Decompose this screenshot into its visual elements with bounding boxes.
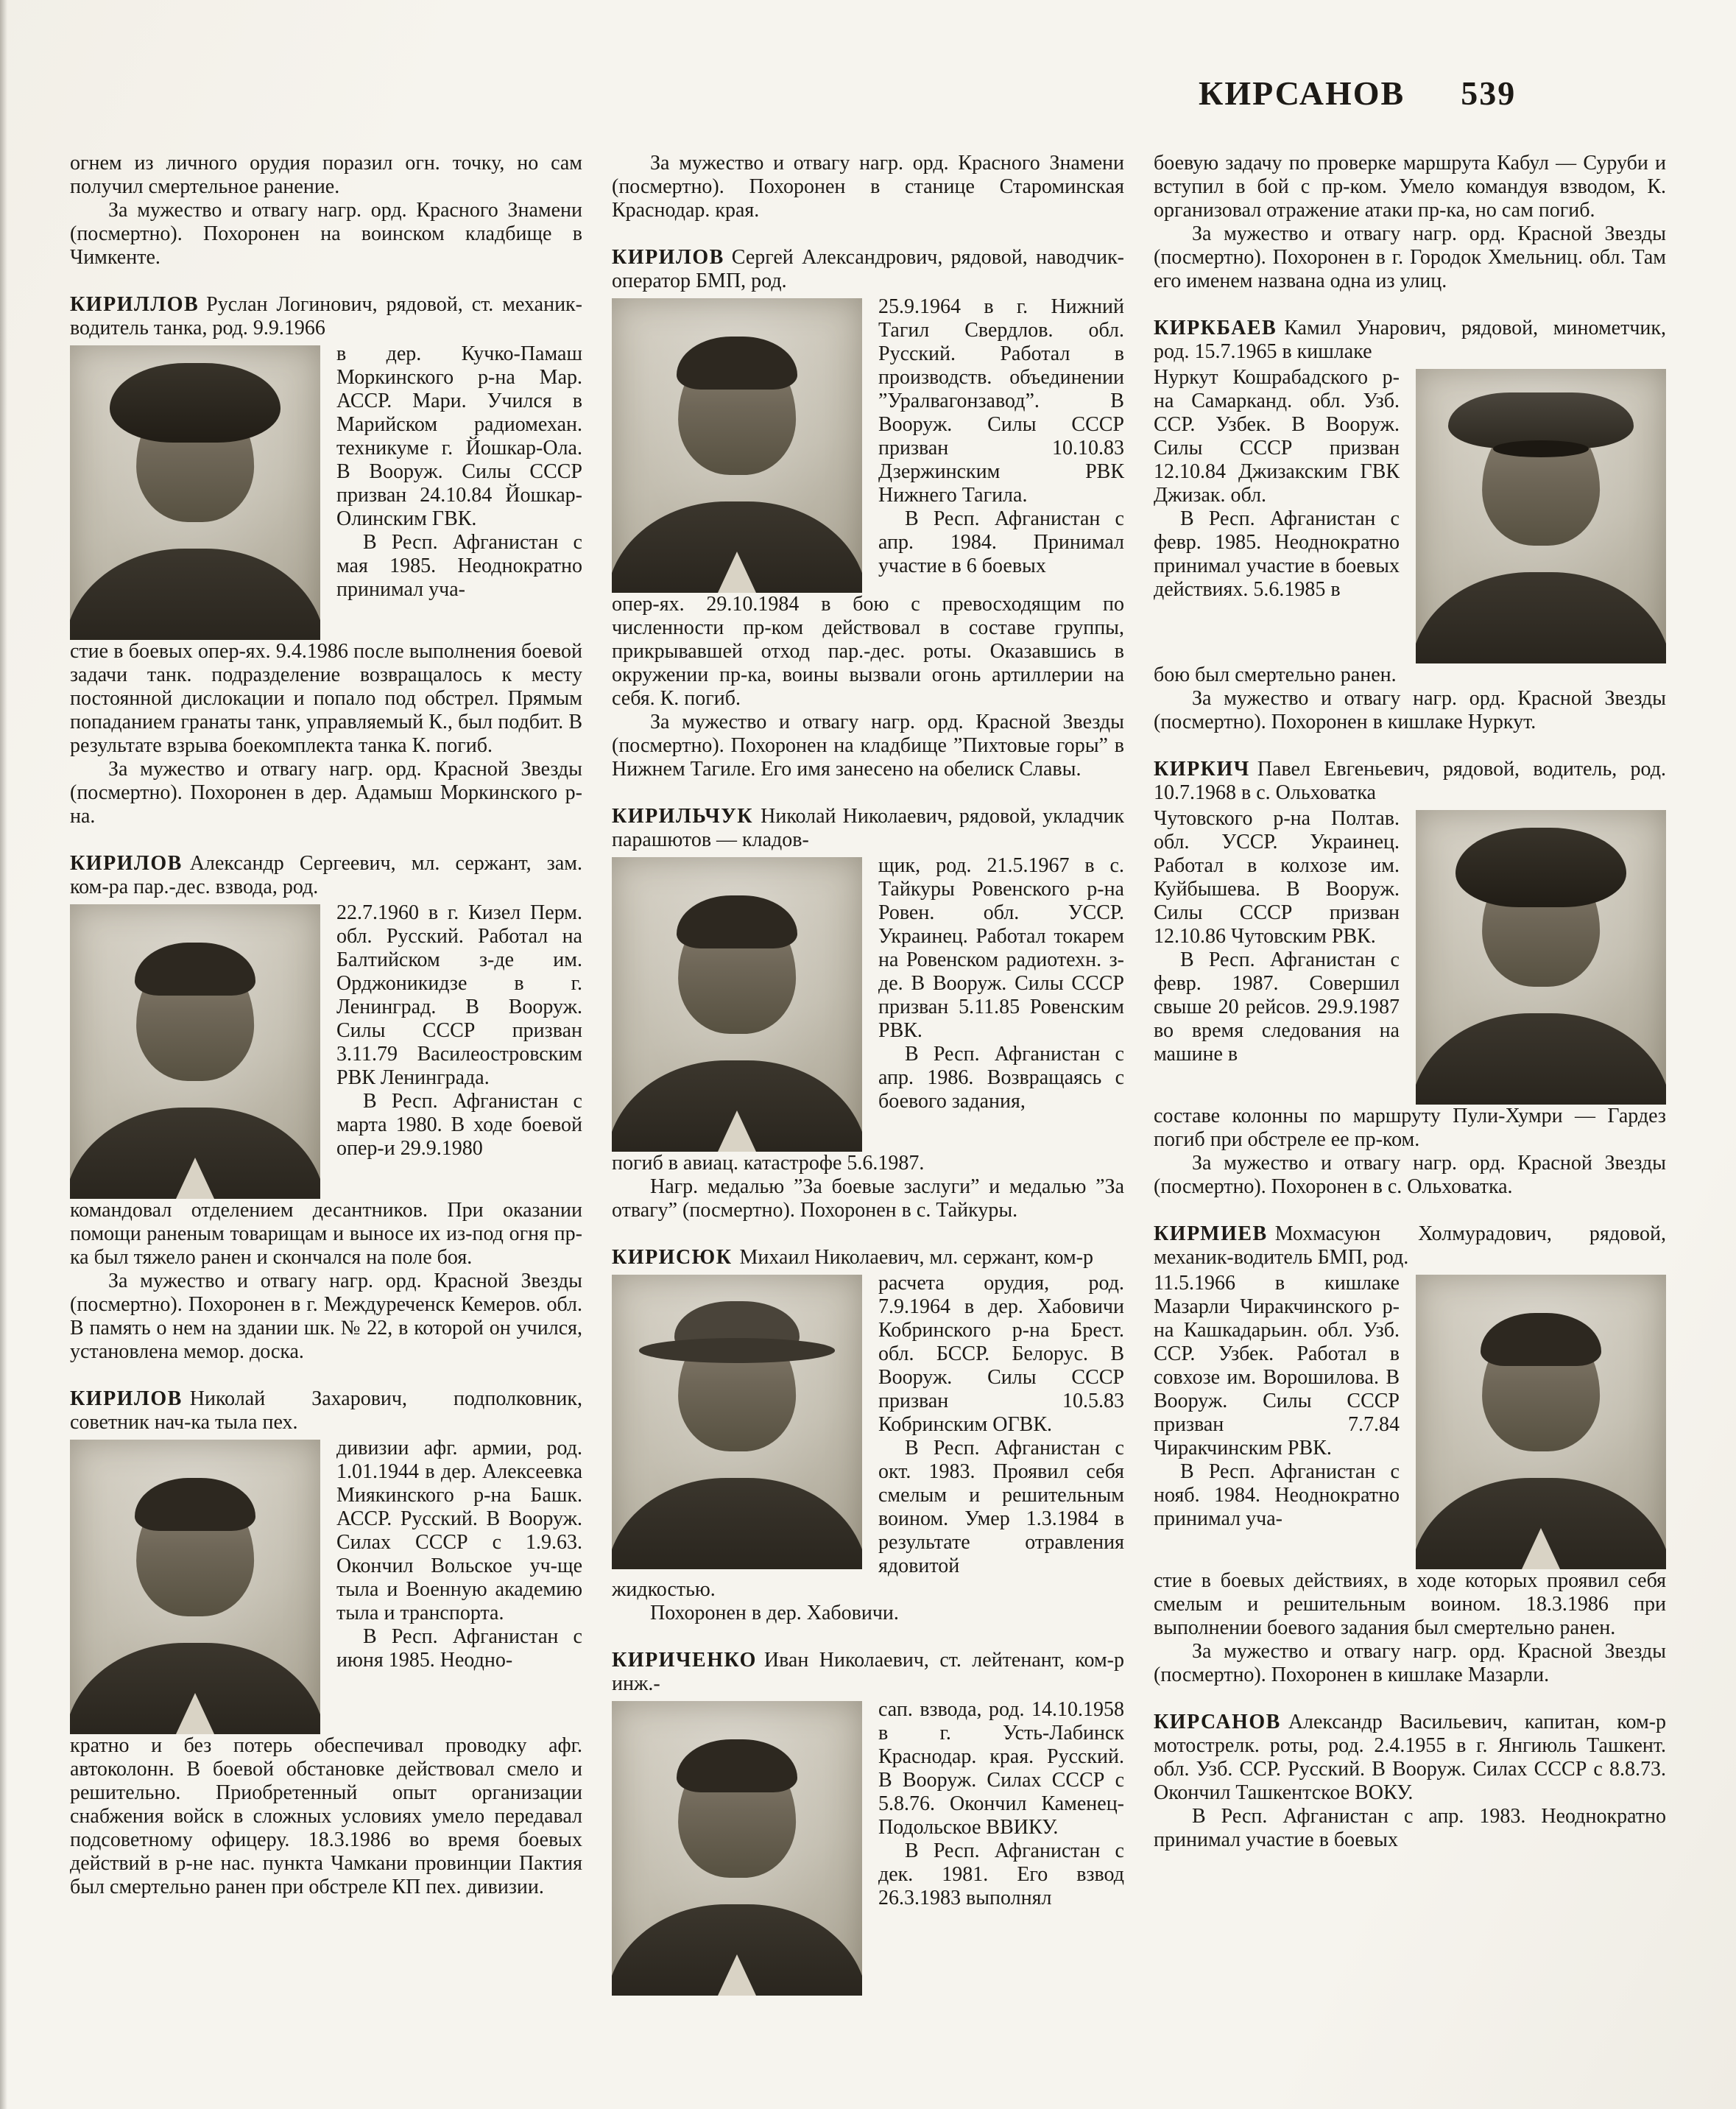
entry-intro: Николай Николаевич, рядовой, укладчик парашютов — кладов- bbox=[612, 805, 1124, 851]
entry-surname: КИРИЛОВ bbox=[70, 852, 183, 875]
silhouette-hair bbox=[677, 337, 797, 390]
entry-paragraph: бою был смертельно ранен. bbox=[1154, 663, 1397, 686]
entry-paragraph: Чутовского р-на Полтав. обл. УССР. Украинец. Работал в колхозе им. Куйбышева. В Вооруж. Силы СССР призван 12.10.86 Чутовским РВК. bbox=[1154, 807, 1400, 948]
entry-surname: КИРМИЕВ bbox=[1154, 1222, 1268, 1245]
text-beside-photo bbox=[336, 901, 582, 1199]
silhouette-hair bbox=[677, 895, 797, 948]
entry-paragraph: В Респ. Афганистан с февр. 1985. Неоднократно принимал участие в боевых действиях. 5.6.1985 в bbox=[1154, 507, 1400, 601]
entry-paragraph: кратно и без потерь обеспечивал проводку афг. автоколонн. В боевой обстановке действовал смело и решительно. Приобретенный опыт организации снабжения войск в сложных условиях умело передавал подсоветному офицеру. 18.3.1986 во время боевых действий в р-не нас. пункта Чамкани провинции Пактия был смертельно ранен при обстреле КП пех. дивизии. bbox=[70, 1734, 582, 1898]
entry-paragraph: расчета орудия, род. 7.9.1964 в дер. Хабовичи Кобринского р-на Брест. обл. БССР. Белорус. В Вооруж. Силы СССР призван 10.5.83 Кобринским ОГВК. bbox=[878, 1272, 1124, 1436]
photo-text-row bbox=[612, 1272, 1124, 1578]
entry-kirilov-aleksandr-sergeevich bbox=[70, 852, 582, 1364]
entry-intro: Михаил Николаевич, мл. сержант, ком-р bbox=[739, 1246, 1094, 1269]
entry-kirmiev-mokhmasuyun-kholmuradovich bbox=[1154, 1222, 1666, 1687]
portrait-photo bbox=[1416, 1275, 1666, 1569]
entry-paragraph: командовал отделением десантников. При оказании помощи раненым товарищам и выносе их из-под огня пр-ка был тяжело ранен и скончался на поле боя. bbox=[70, 1199, 582, 1269]
entry-heading bbox=[612, 1649, 1124, 1696]
portrait-photo bbox=[70, 904, 320, 1199]
entry-surname: КИРИЧЕНКО bbox=[612, 1649, 757, 1672]
entry-heading bbox=[70, 1387, 582, 1434]
entry-paragraph: За мужество и отвагу нагр. орд. Красной Звезды (посмертно). Похоронен в дер. Адамыш Моркинского р-на. bbox=[70, 758, 582, 828]
photo-text-row bbox=[612, 854, 1124, 1152]
silhouette-hat bbox=[1456, 828, 1626, 907]
entry-intro: Руслан Логинович, рядовой, ст. механик-водитель танка, род. 9.9.1966 bbox=[70, 293, 582, 339]
text-beside-photo bbox=[878, 854, 1124, 1152]
text-column-2 bbox=[612, 152, 1124, 1996]
entry-heading bbox=[1154, 758, 1666, 805]
entry-heading bbox=[612, 805, 1124, 852]
lead-paragraph: За мужество и отвагу нагр. орд. Красного Знамени (посмертно). Похоронен на воинском кладбище в Чимкенте. bbox=[70, 199, 582, 269]
entry-paragraph: стие в боевых действиях, в ходе которых проявил себя смелым и решительным воином. 18.3.1986 при выполнении боевого задания был смертельно ранен. bbox=[1154, 1569, 1666, 1639]
entry-intro: Иван Николаевич, ст. лейтенант, ком-р инж.- bbox=[612, 1649, 1124, 1695]
entry-intro: Александр Сергеевич, мл. сержант, зам. ком-ра пар.-дес. взвода, род. bbox=[70, 852, 582, 898]
entry-surname: КИРИСЮК bbox=[612, 1246, 733, 1269]
entry-paragraph: В Респ. Афганистан с апр. 1983. Неоднократно принимал участие в боевых bbox=[1154, 1805, 1666, 1851]
portrait-photo bbox=[612, 1701, 862, 1996]
portrait-photo bbox=[612, 857, 862, 1152]
text-beside-photo bbox=[1154, 366, 1400, 663]
entry-kirilov-sergey-aleksandrovich bbox=[612, 246, 1124, 781]
running-head-title: КИРСАНОВ bbox=[1199, 74, 1405, 112]
text-beside-photo bbox=[878, 1698, 1124, 1996]
portrait-photo bbox=[612, 298, 862, 593]
entry-paragraph: За мужество и отвагу нагр. орд. Красной Звезды (посмертно). Похоронен на кладбище ”Пихтовые горы” в Нижнем Тагиле. Его имя занесено на обелиск Славы. bbox=[612, 711, 1124, 781]
photo-text-row bbox=[1154, 807, 1666, 1105]
entry-paragraph: За мужество и отвагу нагр. орд. Красной Звезды (посмертно). Похоронен в г. Междуреченск Кемеров. обл. В память о нем на здании шк. № 22, в которой он учился, установлена мемор. доска. bbox=[70, 1270, 582, 1363]
silhouette-collar bbox=[176, 1158, 214, 1199]
entry-surname: КИРИЛЬЧУК bbox=[612, 805, 754, 828]
silhouette-collar bbox=[718, 1954, 756, 1996]
entry-paragraph: дивизии афг. армии, род. 1.01.1944 в дер. Алексеевка Миякинского р-на Башк. АССР. Русский. В Вооруж. Силах СССР с 1.9.63. Окончил Вольское уч-ще тыла и Военную академию тыла и транспорта. bbox=[336, 1437, 582, 1624]
photo-text-row bbox=[70, 1437, 582, 1734]
entry-heading bbox=[612, 1246, 1124, 1270]
entry-paragraph: В Респ. Афганистан с февр. 1987. Совершил свыше 20 рейсов. 29.9.1987 во время следования на машине в bbox=[1154, 948, 1400, 1066]
entry-paragraph: В Респ. Афганистан с мая 1985. Неоднократно принимал уча- bbox=[336, 531, 582, 601]
entry-paragraph: 22.7.1960 в г. Кизел Перм. обл. Русский. Работал на Балтийском з-де им. Орджоникидзе в г. Ленинград. В Вооруж. Силы СССР призван 3.11.79 Василеостровским РВК Ленинграда. bbox=[336, 901, 582, 1089]
portrait-photo bbox=[70, 345, 320, 640]
text-beside-photo bbox=[1154, 1272, 1400, 1569]
entry-paragraph: Нуркут Кошрабадского р-на Самарканд. обл. Узб. ССР. Узбек. В Вооруж. Силы СССР призван 12.10.84 Джизакским ГВК Джизак. обл. bbox=[1154, 366, 1400, 507]
entry-intro: Павел Евгеньевич, рядовой, водитель, род. 10.7.1968 в с. Ольховатка bbox=[1154, 758, 1666, 804]
silhouette-hair bbox=[135, 943, 255, 996]
text-column-1 bbox=[70, 152, 582, 1996]
portrait-photo bbox=[70, 1440, 320, 1734]
entry-surname: КИРИЛЛОВ bbox=[70, 293, 200, 316]
entry-paragraph: Похоронен в дер. Хабовичи. bbox=[650, 1602, 899, 1624]
silhouette-collar bbox=[176, 1693, 214, 1734]
entry-surname: КИРИЛОВ bbox=[612, 246, 724, 269]
entry-intro: Камил Унарович, рядовой, минометчик, род. 15.7.1965 в кишлаке bbox=[1154, 317, 1666, 363]
entry-paragraph: В Респ. Афганистан с марта 1980. В ходе боевой опер-и 29.9.1980 bbox=[336, 1090, 582, 1160]
silhouette-hat bbox=[674, 1301, 800, 1357]
entry-paragraph: В Респ. Афганистан с апр. 1986. Возвращаясь с боевого задания, bbox=[878, 1043, 1124, 1113]
entry-paragraph: погиб в авиац. катастрофе 5.6.1987. bbox=[612, 1152, 925, 1175]
entry-paragraph: В Респ. Афганистан с дек. 1981. Его взвод 26.3.1983 выполнял bbox=[878, 1839, 1124, 1909]
text-beside-photo bbox=[1154, 807, 1400, 1105]
lead-paragraph: боевую задачу по проверке маршрута Кабул — Суруби и вступил в бой с пр-ком. Умело командуя взводом, К. организовал отражение атаки пр-ка, но сам погиб. bbox=[1154, 152, 1666, 222]
silhouette-collar bbox=[718, 552, 756, 593]
entry-kirisyuk-mikhail-nikolaevich bbox=[612, 1246, 1124, 1625]
silhouette-hat bbox=[1448, 392, 1634, 448]
silhouette-shoulders bbox=[1416, 572, 1666, 663]
photo-text-row bbox=[70, 342, 582, 640]
silhouette-hair bbox=[135, 1478, 255, 1531]
entry-paragraph: составе колонны по маршруту Пули-Хумри — Гардез погиб при обстреле ее пр-ком. bbox=[1154, 1105, 1666, 1151]
entry-paragraph: щик, род. 21.5.1967 в с. Тайкуры Ровенского р-на Ровен. обл. УССР. Украинец. Работал токарем на Ровенском радиотехн. з-де. В Вооруж. Силы СССР призван 5.11.85 Ровенским РВК. bbox=[878, 854, 1124, 1042]
page-columns bbox=[70, 152, 1666, 1996]
lead-paragraph: огнем из личного орудия поразил огн. точку, но сам получил смертельное ранение. bbox=[70, 152, 582, 198]
entry-paragraph: Нагр. медалью ”За боевые заслуги” и медалью ”За отвагу” (посмертно). Похоронен в с. Тайкуры. bbox=[612, 1175, 1124, 1222]
portrait-photo bbox=[1416, 810, 1666, 1105]
entry-surname: КИРКИЧ bbox=[1154, 758, 1250, 781]
entry-paragraph: 25.9.1964 в г. Нижний Тагил Свердлов. обл. Русский. Работал в производств. объединении ”Уралвагонзавод”. В Вооруж. Силы СССР призван 10.10.83 Дзержинским РВК Нижнего Тагила. bbox=[878, 295, 1124, 507]
entry-kirsanov-aleksandr-vasilievich bbox=[1154, 1711, 1666, 1852]
entry-kirillov-ruslan-loginovich bbox=[70, 293, 582, 828]
entry-kirichenko-ivan-nikolaevich bbox=[612, 1649, 1124, 1996]
entry-paragraph: стие в боевых опер-ях. 9.4.1986 после выполнения боевой задачи танк. подразделение возвращалось к месту постоянной дислокации и попало под обстрел. Прямым попаданием гранаты танк, управляемый К., был подбит. В результате взрыва боекомплекта танка К. погиб. bbox=[70, 640, 582, 757]
photo-text-row bbox=[1154, 1272, 1666, 1569]
entry-surname: КИРИЛОВ bbox=[70, 1387, 183, 1410]
entry-heading bbox=[70, 293, 582, 340]
portrait-photo bbox=[612, 1275, 862, 1569]
running-head bbox=[1199, 74, 1516, 113]
entry-paragraph: В Респ. Афганистан с нояб. 1984. Неоднократно принимал уча- bbox=[1154, 1460, 1400, 1530]
silhouette-shoulders bbox=[612, 1478, 862, 1569]
text-beside-photo bbox=[336, 342, 582, 640]
portrait-photo bbox=[1416, 369, 1666, 663]
entry-paragraph: в дер. Кучко-Памаш Моркинского р-на Мар. АССР. Мари. Учился в Марийском радиомехан. техникуме г. Йошкар-Ола. В Вооруж. Силы СССР призван 24.10.84 Йошкар-Олинским ГВК. bbox=[336, 342, 582, 530]
photo-text-row bbox=[612, 1698, 1124, 1996]
photo-text-row bbox=[70, 901, 582, 1199]
entry-kirilchuk-nikolay-nikolaevich bbox=[612, 805, 1124, 1222]
entry-paragraph: За мужество и отвагу нагр. орд. Красной Звезды (посмертно). Похоронен в кишлаке Мазарли. bbox=[1154, 1640, 1666, 1686]
entry-paragraph: сап. взвода, род. 14.10.1958 в г. Усть-Лабинск Краснодар. края. Русский. В Вооруж. Силах СССР с 5.8.76. Окончил Каменец-Подольское ВВИКУ. bbox=[878, 1698, 1124, 1839]
text-beside-photo bbox=[336, 1437, 582, 1734]
entry-heading bbox=[70, 852, 582, 899]
silhouette-hair bbox=[677, 1739, 797, 1792]
silhouette-hair bbox=[1481, 1313, 1601, 1366]
text-column-3 bbox=[1154, 152, 1666, 1996]
entry-paragraph: За мужество и отвагу нагр. орд. Красной Звезды (посмертно). Похоронен в кишлаке Нуркут. bbox=[1154, 687, 1666, 733]
entry-paragraph: опер-ях. 29.10.1984 в бою с превосходящим по численности пр-ком действовал в составе группы, прикрывавшей отход пар.-дес. роты. Оказавшись в окружении пр-ка, воины вызвали огонь артиллерии на себя. К. погиб. bbox=[612, 593, 1124, 710]
entry-paragraph: В Респ. Афганистан с июня 1985. Неодно- bbox=[336, 1625, 582, 1672]
page-number: 539 bbox=[1461, 74, 1517, 112]
entry-paragraph: В Респ. Афганистан с апр. 1984. Принимал участие в 6 боевых bbox=[878, 507, 1124, 577]
entry-heading bbox=[1154, 1222, 1666, 1270]
entry-kirkbaev-kamil-unarovich bbox=[1154, 317, 1666, 734]
silhouette-collar bbox=[718, 1110, 756, 1152]
silhouette-collar bbox=[1522, 1528, 1560, 1569]
entry-paragraph: жидкостью. bbox=[612, 1578, 716, 1601]
lead-paragraph: За мужество и отвагу нагр. орд. Красной Звезды (посмертно). Похоронен в г. Городок Хмельниц. обл. Там его именем названа одна из улиц. bbox=[1154, 222, 1666, 292]
entry-surname: КИРКБАЕВ bbox=[1154, 317, 1277, 339]
entry-heading bbox=[1154, 317, 1666, 364]
silhouette-shoulders bbox=[1416, 1013, 1666, 1105]
entry-surname: КИРСАНОВ bbox=[1154, 1711, 1281, 1733]
entry-paragraph: В Респ. Афганистан с окт. 1983. Проявил себя смелым и решительным воином. Умер 1.3.1984 в результате отравления ядовитой bbox=[878, 1437, 1124, 1577]
entry-intro: Мохмасуюн Холмурадович, рядовой, механик-водитель БМП, род. bbox=[1154, 1222, 1666, 1269]
entry-paragraph: 11.5.1966 в кишлаке Мазарли Чиракчинского р-на Кашкадарьин. обл. Узб. ССР. Узбек. Работал в совхозе им. Ворошилова. В Вооруж. Силы СССР призван 7.7.84 Чиракчинским РВК. bbox=[1154, 1272, 1400, 1460]
text-beside-photo bbox=[878, 295, 1124, 593]
photo-text-row bbox=[1154, 366, 1666, 663]
entry-heading bbox=[612, 246, 1124, 293]
entry-intro: Николай Захарович, подполковник, советник нач-ка тыла пех. bbox=[70, 1387, 582, 1434]
photo-text-row bbox=[612, 295, 1124, 593]
lead-paragraph: За мужество и отвагу нагр. орд. Красного Знамени (посмертно). Похоронен в станице Староминская Краснодар. края. bbox=[612, 152, 1124, 222]
silhouette-shoulders bbox=[70, 549, 320, 640]
entry-intro: Александр Васильевич, капитан, ком-р мотострелк. роты, род. 2.4.1955 в г. Янгиюль Ташкент. обл. Узб. ССР. Русский. В Вооруж. Силах СССР с 8.8.73. Окончил Ташкентское ВОКУ. bbox=[1154, 1711, 1666, 1804]
entry-intro: Сергей Александрович, рядовой, наводчик-оператор БМП, род. bbox=[612, 246, 1124, 292]
silhouette-hat bbox=[110, 363, 280, 443]
text-beside-photo bbox=[878, 1272, 1124, 1578]
entry-kirilov-nikolay-zakharovich bbox=[70, 1387, 582, 1899]
entry-paragraph: За мужество и отвагу нагр. орд. Красной Звезды (посмертно). Похоронен в с. Ольховатка. bbox=[1154, 1152, 1666, 1198]
entry-heading bbox=[1154, 1711, 1666, 1805]
entry-kirkich-pavel-evgenievich bbox=[1154, 758, 1666, 1199]
